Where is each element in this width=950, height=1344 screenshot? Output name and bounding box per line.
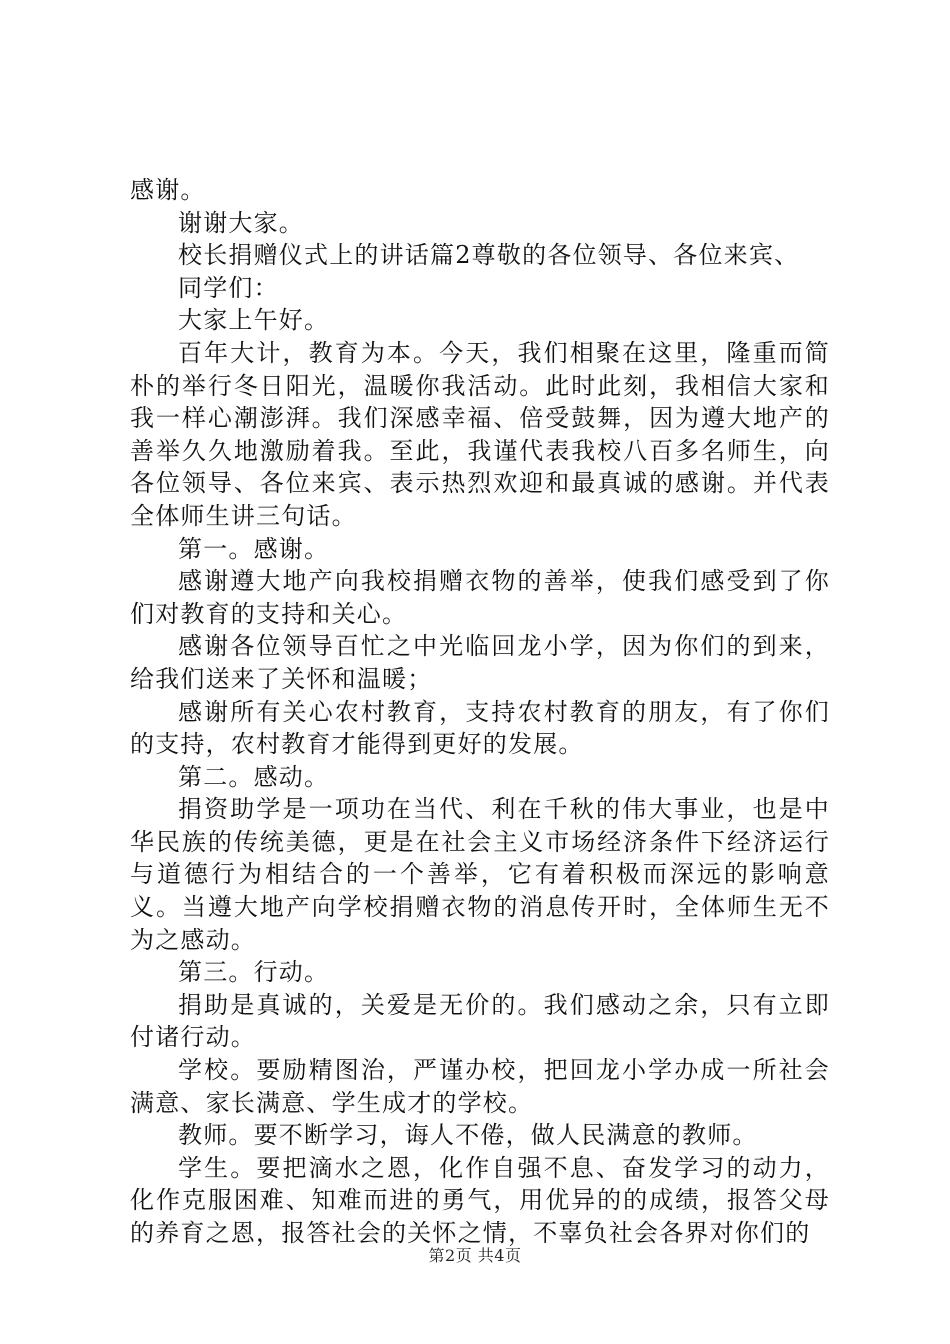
paragraph-moved: 捐资助学是一项功在当代、利在千秋的伟大事业，也是中华民族的传统美德，更是在社会主义市场经济条件下经济运行与道德行为相结合的一个善举，它有着积极而深远的影响意义。当遵大地产向学校捐赠衣物的消息传开时，全体师生无不为之感动。 (130, 795, 830, 954)
page-number-footer: 第2页 共4页 (428, 1246, 522, 1265)
paragraph-thanks-leaders: 感谢各位领导百忙之中光临回龙小学，因为你们的到来，给我们送来了关怀和温暖； (130, 632, 830, 693)
paragraph-teachers: 教师。要不断学习，诲人不倦，做人民满意的教师。 (178, 1121, 758, 1150)
paragraph-salutation: 同学们： (178, 273, 279, 302)
paragraph-students: 学生。要把滴水之恩，化作自强不息、奋发学习的动力，化作克服困难、知难而进的勇气，用优异的的成绩，报答父母的养育之恩，报答社会的关怀之情，不辜负社会各界对你们的 (130, 1153, 830, 1247)
paragraph-speech-title: 校长捐赠仪式上的讲话篇2尊敬的各位领导、各位来宾、 (178, 241, 800, 270)
paragraph-heading-first: 第一。感谢。 (178, 534, 330, 563)
paragraph-thanks-all: 谢谢大家。 (178, 208, 304, 237)
document-body (130, 174, 830, 1250)
paragraph-heading-second: 第二。感动。 (178, 762, 330, 791)
paragraph-thanks-friends: 感谢所有关心农村教育，支持农村教育的朋友，有了你们的支持，农村教育才能得到更好的发展。 (130, 697, 830, 759)
paragraph-intro: 百年大计，教育为本。今天，我们相聚在这里，隆重而简朴的举行冬日阳光，温暖你我活动。此时此刻，我相信大家和我一样心潮澎湃。我们深感幸福、倍受鼓舞，因为遵大地产的善举久久地激励着我。至此，我谨代表我校八百多名师生，向各位领导、各位来宾、表示热烈欢迎和最真诚的感谢。并代表全体师生讲三句话。 (130, 338, 830, 530)
paragraph-thanks-donation: 感谢遵大地产向我校捐赠衣物的善举，使我们感受到了你们对教育的支持和关心。 (130, 567, 830, 628)
paragraph-heading-third: 第三。行动。 (178, 958, 330, 987)
paragraph-greeting: 大家上午好。 (178, 306, 330, 335)
paragraph-action: 捐助是真诚的，关爱是无价的。我们感动之余，只有立即付诸行动。 (130, 990, 830, 1052)
paragraph-school: 学校。要励精图治，严谨办校，把回龙小学办成一所社会满意、家长满意、学生成才的学校。 (130, 1056, 830, 1117)
paragraph-continuation: 感谢。 (130, 176, 206, 204)
